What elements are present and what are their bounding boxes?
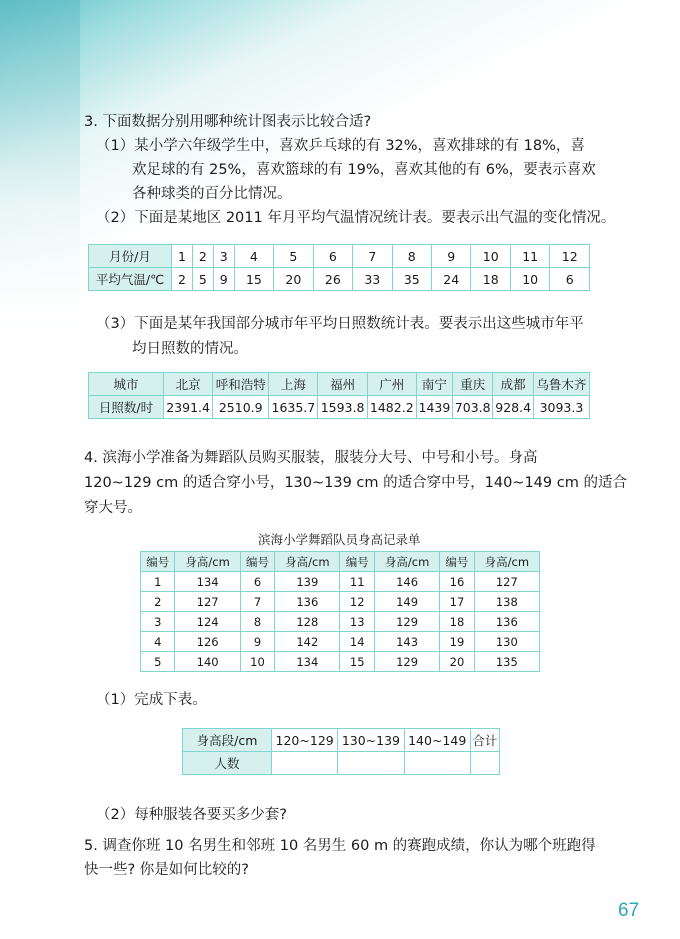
record-id-cell: 19 (440, 632, 474, 652)
city-cell: 呼和浩特 (213, 373, 269, 396)
q3-part2: （2）下面是某地区 2011 年月平均气温情况统计表。要表示出气温的变化情况。 (96, 210, 616, 226)
record-id-cell: 12 (340, 592, 374, 612)
record-id-cell: 2 (141, 592, 175, 612)
sun-header-hours: 日照数/时 (89, 396, 164, 419)
record-id-cell: 14 (340, 632, 374, 652)
summary-header-range: 130~139 (338, 729, 404, 752)
record-height-cell: 146 (374, 572, 439, 592)
record-height-cell: 127 (175, 592, 240, 612)
temp-cell: 18 (471, 268, 510, 291)
month-cell: 8 (392, 245, 431, 268)
record-header-id: 编号 (141, 552, 175, 572)
q3-part3-line1: （3）下面是某年我国部分城市年平均日照数统计表。要表示出这些城市年平 (96, 316, 584, 332)
page-number: 67 (618, 900, 640, 921)
temp-cell: 9 (213, 268, 234, 291)
record-header-height: 身高/cm (175, 552, 240, 572)
record-id-cell: 13 (340, 612, 374, 632)
record-height-cell: 124 (175, 612, 240, 632)
record-height-cell: 140 (175, 652, 240, 672)
city-cell: 重庆 (452, 373, 492, 396)
record-height-cell: 134 (275, 652, 340, 672)
record-id-cell: 20 (440, 652, 474, 672)
temp-cell: 2 (172, 268, 193, 291)
temp-cell: 33 (353, 268, 392, 291)
record-height-cell: 130 (474, 632, 539, 652)
record-id-cell: 10 (240, 652, 274, 672)
hours-cell: 1439 (416, 396, 452, 419)
height-record-table (140, 551, 540, 672)
temp-header-month: 月份/月 (89, 245, 172, 268)
record-id-cell: 15 (340, 652, 374, 672)
month-cell: 2 (192, 245, 213, 268)
record-id-cell: 7 (240, 592, 274, 612)
month-cell: 9 (432, 245, 471, 268)
q4-sub2: （2）每种服装各要买多少套? (96, 807, 287, 823)
city-cell: 广州 (367, 373, 416, 396)
record-id-cell: 17 (440, 592, 474, 612)
q3-part1-line1: （1）某小学六年级学生中，喜欢乒乓球的有 32%，喜欢排球的有 18%，喜 (96, 138, 585, 154)
record-height-cell: 149 (374, 592, 439, 612)
hours-cell: 2391.4 (164, 396, 213, 419)
q5-line2: 快一些? 你是如何比较的? (84, 862, 250, 878)
table-row (141, 592, 540, 612)
summary-row-label: 人数 (183, 752, 272, 775)
hours-cell: 703.8 (452, 396, 492, 419)
record-height-cell: 136 (275, 592, 340, 612)
month-cell: 7 (353, 245, 392, 268)
summary-header-range: 120~129 (272, 729, 338, 752)
record-header-height: 身高/cm (474, 552, 539, 572)
temp-cell: 26 (313, 268, 352, 291)
temperature-table (88, 244, 590, 291)
city-cell: 南宁 (416, 373, 452, 396)
record-header-id: 编号 (340, 552, 374, 572)
city-cell: 北京 (164, 373, 213, 396)
record-id-cell: 18 (440, 612, 474, 632)
hours-cell: 2510.9 (213, 396, 269, 419)
month-cell: 5 (274, 245, 313, 268)
sun-header-city: 城市 (89, 373, 164, 396)
summary-header-range: 合计 (470, 729, 499, 752)
table-row (141, 652, 540, 672)
q4-sub1: （1）完成下表。 (96, 692, 207, 708)
q4-line2: 120~129 cm 的适合穿小号，130~139 cm 的适合穿中号，140~149 cm 的适合 (84, 475, 627, 491)
summary-blank-cell (338, 752, 404, 775)
q4-line1: 4. 滨海小学准备为舞蹈队员购买服装，服装分大号、中号和小号。身高 (84, 450, 538, 466)
sunshine-table (88, 372, 590, 419)
q3-part3-line2: 均日照数的情况。 (132, 341, 248, 357)
city-cell: 上海 (269, 373, 318, 396)
record-id-cell: 4 (141, 632, 175, 652)
record-height-cell: 134 (175, 572, 240, 592)
record-height-cell: 129 (374, 612, 439, 632)
hours-cell: 928.4 (493, 396, 533, 419)
record-header-height: 身高/cm (374, 552, 439, 572)
record-height-cell: 135 (474, 652, 539, 672)
record-header-id: 编号 (440, 552, 474, 572)
q3-title: 3. 下面数据分别用哪种统计图表示比较合适? (84, 114, 372, 130)
record-id-cell: 5 (141, 652, 175, 672)
record-id-cell: 8 (240, 612, 274, 632)
hours-cell: 3093.3 (533, 396, 589, 419)
temp-cell: 24 (432, 268, 471, 291)
record-header-height: 身高/cm (275, 552, 340, 572)
month-cell: 10 (471, 245, 510, 268)
record-id-cell: 3 (141, 612, 175, 632)
city-cell: 福州 (318, 373, 367, 396)
month-cell: 1 (172, 245, 193, 268)
table-row (141, 612, 540, 632)
record-height-cell: 128 (275, 612, 340, 632)
record-id-cell: 11 (340, 572, 374, 592)
record-height-cell: 138 (474, 592, 539, 612)
summary-blank-cell (404, 752, 470, 775)
record-height-cell: 139 (275, 572, 340, 592)
hours-cell: 1482.2 (367, 396, 416, 419)
record-height-cell: 126 (175, 632, 240, 652)
record-height-cell: 129 (374, 652, 439, 672)
summary-table (182, 728, 500, 775)
city-cell: 乌鲁木齐 (533, 373, 589, 396)
temp-cell: 6 (550, 268, 590, 291)
month-cell: 12 (550, 245, 590, 268)
temp-cell: 15 (234, 268, 273, 291)
temp-header-avg: 平均气温/℃ (89, 268, 172, 291)
q4-line3: 穿大号。 (84, 500, 142, 516)
city-cell: 成都 (493, 373, 533, 396)
q5-line1: 5. 调查你班 10 名男生和邻班 10 名男生 60 m 的赛跑成绩，你认为哪个班跑得 (84, 838, 596, 854)
summary-header-label: 身高段/cm (183, 729, 272, 752)
record-height-cell: 136 (474, 612, 539, 632)
record-id-cell: 9 (240, 632, 274, 652)
temp-cell: 35 (392, 268, 431, 291)
decorative-sidebar (0, 0, 80, 939)
record-header-id: 编号 (240, 552, 274, 572)
table-row (141, 632, 540, 652)
temp-cell: 20 (274, 268, 313, 291)
table-row (141, 572, 540, 592)
record-table-title: 滨海小学舞蹈队员身高记录单 (258, 532, 421, 547)
summary-blank-cell (272, 752, 338, 775)
month-cell: 6 (313, 245, 352, 268)
summary-blank-cell (470, 752, 499, 775)
temp-cell: 10 (510, 268, 549, 291)
temp-cell: 5 (192, 268, 213, 291)
record-id-cell: 1 (141, 572, 175, 592)
month-cell: 11 (510, 245, 549, 268)
summary-header-range: 140~149 (404, 729, 470, 752)
month-cell: 4 (234, 245, 273, 268)
record-height-cell: 143 (374, 632, 439, 652)
record-height-cell: 142 (275, 632, 340, 652)
hours-cell: 1593.8 (318, 396, 367, 419)
record-id-cell: 6 (240, 572, 274, 592)
hours-cell: 1635.7 (269, 396, 318, 419)
month-cell: 3 (213, 245, 234, 268)
record-id-cell: 16 (440, 572, 474, 592)
record-height-cell: 127 (474, 572, 539, 592)
q3-part1-line3: 各种球类的百分比情况。 (132, 186, 292, 202)
q3-part1-line2: 欢足球的有 25%，喜欢篮球的有 19%，喜欢其他的有 6%，要表示喜欢 (132, 162, 596, 178)
